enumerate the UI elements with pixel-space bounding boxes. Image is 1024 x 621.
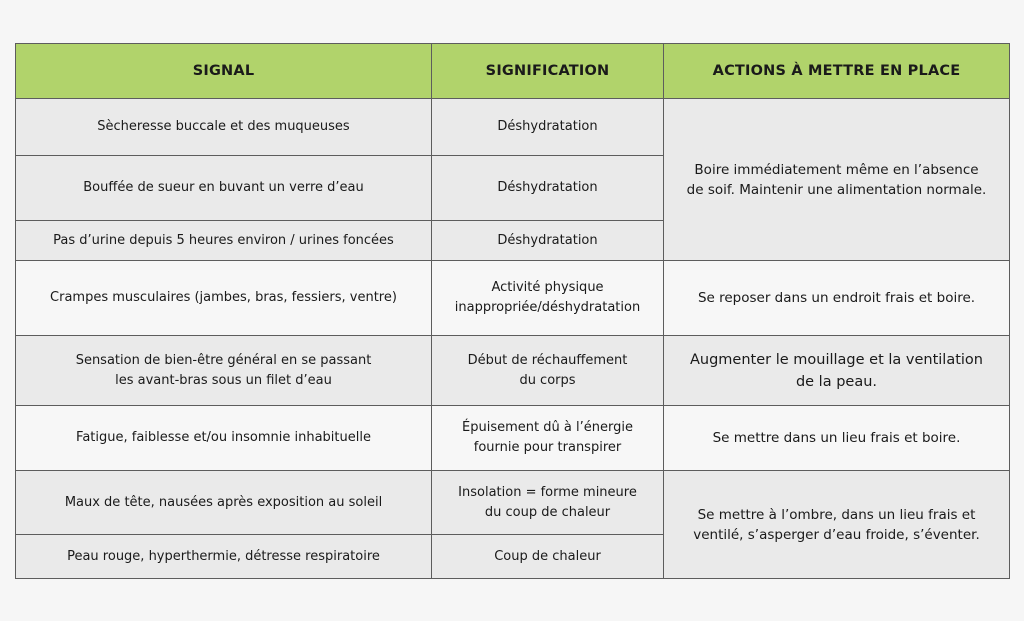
header-actions: ACTIONS À METTRE EN PLACE [664,44,1010,99]
meaning-text: Coup de chaleur [494,548,601,564]
action-text: de la peau. [795,373,878,390]
signal-text: Bouffée de sueur en buvant un verre d’eau [83,180,364,195]
meaning-text: Activité physique [491,280,604,295]
table-row [16,336,1010,406]
signal-text: Crampes musculaires (jambes, bras, fessiers, ventre) [50,290,397,305]
signal-cell [16,156,432,221]
meaning-cell [432,336,664,406]
meaning-text: du corps [519,372,576,388]
meaning-cell [432,156,664,221]
signal-cell [16,261,432,336]
meaning-cell [432,535,664,579]
meaning-text: Déshydratation [497,119,598,134]
table-row [16,261,1010,336]
signal-cell [16,471,432,535]
action-text: Se mettre à l’ombre, dans un lieu frais et [697,506,976,523]
meaning-cell [432,99,664,156]
meaning-text: Début de réchauffement [467,352,628,368]
signal-text: Maux de tête, nausées après exposition au soleil [64,494,383,510]
meaning-text: Déshydratation [497,232,598,248]
table-row [16,99,1010,156]
action-text: Se mettre dans un lieu frais et boire. [712,430,961,446]
header-meaning: SIGNIFICATION [432,44,664,99]
signal-cell [16,336,432,406]
meaning-text: Épuisement dû à l’énergie [462,420,633,435]
meaning-cell [432,221,664,261]
action-text: ventilé, s’asperger d’eau froide, s’éventer. [693,526,980,543]
signal-cell [16,406,432,471]
action-cell [664,261,1010,336]
action-text: de soif. Maintenir une alimentation normale. [686,181,987,198]
header-signal: SIGNAL [16,44,432,99]
meaning-text: Insolation = forme mineure [458,484,637,500]
signal-cell [16,99,432,156]
meaning-text: inappropriée/déshydratation [454,300,641,315]
table-row [16,406,1010,471]
meaning-cell [432,471,664,535]
signal-text: Peau rouge, hyperthermie, détresse respiratoire [67,548,380,564]
meaning-cell [432,406,664,471]
signal-text: Fatigue, faiblesse et/ou insomnie inhabituelle [76,430,371,445]
action-text: Se reposer dans un endroit frais et boire. [697,290,976,306]
signal-text: Sensation de bien-être général en se passant [75,352,372,368]
signal-cell [16,221,432,261]
meaning-cell [432,261,664,336]
action-text: Augmenter le mouillage et la ventilation [689,351,983,368]
signal-text: les avant-bras sous un filet d’eau [115,372,332,388]
signal-text: Sècheresse buccale et des muqueuses [97,119,350,134]
action-cell [664,336,1010,406]
action-cell [664,471,1010,579]
heat-signals-table [15,43,1010,579]
signal-cell [16,535,432,579]
action-cell [664,99,1010,261]
table-row [16,471,1010,535]
header-row [16,44,1010,99]
action-text: Boire immédiatement même en l’absence [694,161,979,178]
meaning-text: fournie pour transpirer [473,440,622,455]
action-cell [664,406,1010,471]
signal-text: Pas d’urine depuis 5 heures environ / urines foncées [53,232,394,248]
meaning-text: du coup de chaleur [484,504,611,520]
meaning-text: Déshydratation [497,180,598,195]
